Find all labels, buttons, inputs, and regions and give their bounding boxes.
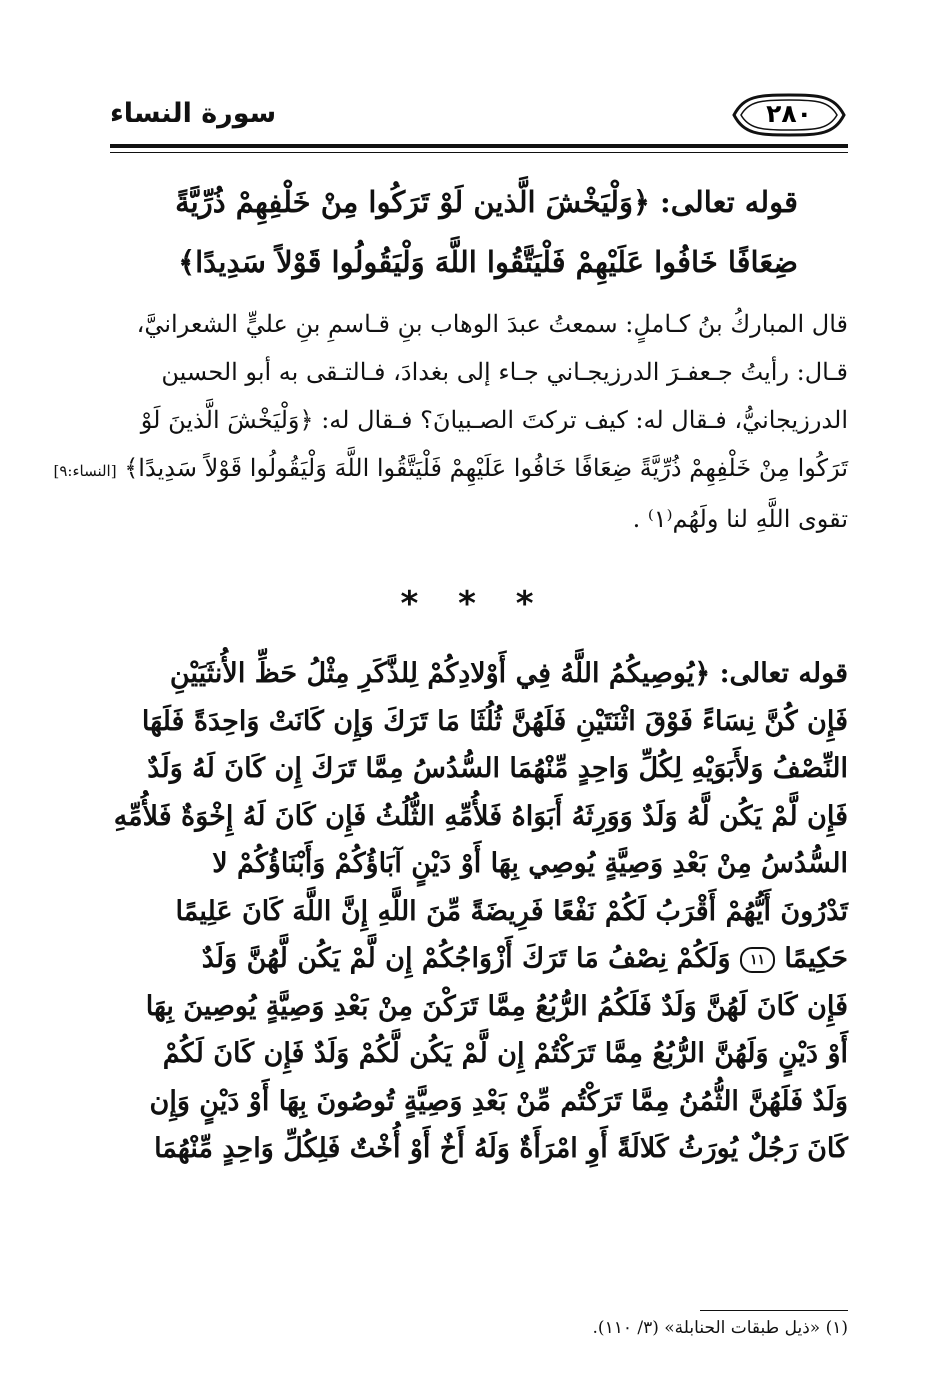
main-verse-line: السُّدُسُ مِنْ بَعْدِ وَصِيَّةٍ يُوصِي بِهَا أَوْ دَيْنٍ آبَاؤُكُمْ وَأَبْنَاؤُكُمْ لا (212, 848, 848, 879)
footnote: (١) «ذيل طبقات الحنابلة» (٣/ ١١٠). (592, 1318, 848, 1338)
verse-citation: [النساء:٩] (53, 462, 117, 480)
footnote-rule (700, 1310, 848, 1311)
section-separator: * * * (400, 584, 548, 624)
main-verse-line: فَإِن لَّمْ يَكُن لَّهُ وَلَدٌ وَوَرِثَهُ أَبَوَاهُ فَلأُمِّهِ الثُّلُثُ فَإِن كَانَ لَهُ إِخْوَةٌ فَلأُمِّهِ (113, 800, 848, 832)
main-verse-line: أَوْ دَيْنٍ وَلَهُنَّ الرُّبُعُ مِمَّا تَرَكْتُمْ إِن لَّمْ يَكُن لَّكُمْ وَلَدٌ فَإِن كَانَ لَكُمْ (162, 1038, 848, 1069)
main-verse-segment: وَلَكُمْ نِصْفُ مَا تَرَكَ أَزْوَاجُكُمْ إِن لَّمْ يَكُن لَّهُنَّ وَلَدٌ (201, 943, 731, 974)
heading-verse-line: قوله تعالى: ﴿وَلْيَخْشَ الَّذين لَوْ تَرَكُوا مِنْ خَلْفِهِمْ ذُرِّيَّةً (175, 185, 798, 219)
main-verse (113, 650, 848, 1173)
heading-verse-line: ضِعَافًا خَافُوا عَلَيْهِمْ فَلْيَتَّقُوا اللَّهَ وَلْيَقُولُوا قَوْلاً سَدِيدًا﴾ (178, 245, 798, 279)
main-verse-line: فَإِن كُنَّ نِسَاءً فَوْقَ اثْنَتَيْنِ فَلَهُنَّ ثُلُثَا مَا تَرَكَ وَإِن كَانَتْ وَاحِدَةً فَلَهَا (141, 705, 848, 737)
narration-line: قال المباركُ بنُ كـاملٍ: سمعتُ عبدَ الوهاب بنِ قـاسمِ بنِ عليٍّ الشعرانيَّ، (136, 310, 848, 338)
main-verse-line: قوله تعالى: ﴿يُوصِيكُمُ اللَّهُ فِي أَوْلادِكُمْ لِلذَّكَرِ مِثْلُ حَظِّ الأُنثَيَيْنِ (169, 658, 848, 689)
main-verse-line: كَانَ رَجُلٌ يُورَثُ كَلالَةً أَوِ امْرَأَةٌ وَلَهُ أَخٌ أَوْ أُخْتٌ فَلِكُلِّ وَاحِدٍ مِّنْهُمَا (154, 1133, 848, 1164)
ayah-number-marker: ١١ (740, 947, 775, 973)
heading-verse (112, 172, 848, 292)
main-verse-segment: حَكِيمًا (784, 943, 848, 974)
header-rule-thin (110, 152, 848, 153)
narration-verse-text: تَرَكُوا مِنْ خَلْفِهِمْ ذُرِّيَّةً ضِعَافًا خَافُوا عَلَيْهِمْ فَلْيَتَّقُوا اللَّهَ وَلْيَقُولُوا قَوْلاً سَدِيدًا﴾ (124, 454, 848, 482)
narration-line (53, 444, 848, 495)
main-verse-line: النِّصْفُ وَلأَبَوَيْهِ لِكُلِّ وَاحِدٍ مِّنْهُمَا السُّدُسُ مِمَّا تَرَكَ إِن كَانَ لَهُ وَلَدٌ (147, 753, 848, 784)
header-rule-thick (110, 144, 848, 148)
main-verse-line: فَإِن كَانَ لَهُنَّ وَلَدٌ فَلَكُمُ الرُّبُعُ مِمَّا تَرَكْنَ مِنْ بَعْدِ وَصِيَّةٍ يُوصِينَ بِهَا (145, 990, 848, 1022)
surah-title: سورة النساء (110, 98, 277, 129)
narration-line: تقوى اللَّهِ لنا ولَهُم⁽١⁾ . (632, 505, 848, 533)
page-number-badge (730, 92, 848, 138)
narration-paragraph (53, 300, 848, 543)
main-verse-line: وَلَدٌ فَلَهُنَّ الثُّمُنُ مِمَّا تَرَكْتُم مِّنْ بَعْدِ وَصِيَّةٍ تُوصُونَ بِهَا أَوْ دَيْنٍ وَإِن (149, 1085, 848, 1117)
page-number: ٢٨٠ (766, 99, 812, 128)
main-verse-line: تَدْرُونَ أَيُّهُمْ أَقْرَبُ لَكُمْ نَفْعًا فَرِيضَةً مِّنَ اللَّهِ إِنَّ اللَّهَ كَانَ عَلِيمًا (175, 895, 848, 927)
page-header (110, 92, 848, 152)
narration-line: قـال: رأيتُ جـعفـرَ الدرزيجـاني جـاء إلى بغدادَ، فـالتـقى به أبو الحسين (161, 358, 848, 386)
main-verse-line (162, 935, 848, 983)
narration-line: الدرزيجانيُّ، فـقال له: كيف تركتَ الصـبيانَ؟ فـقال له: ﴿وَلْيَخْشَ الَّذينَ لَوْ (140, 406, 848, 434)
